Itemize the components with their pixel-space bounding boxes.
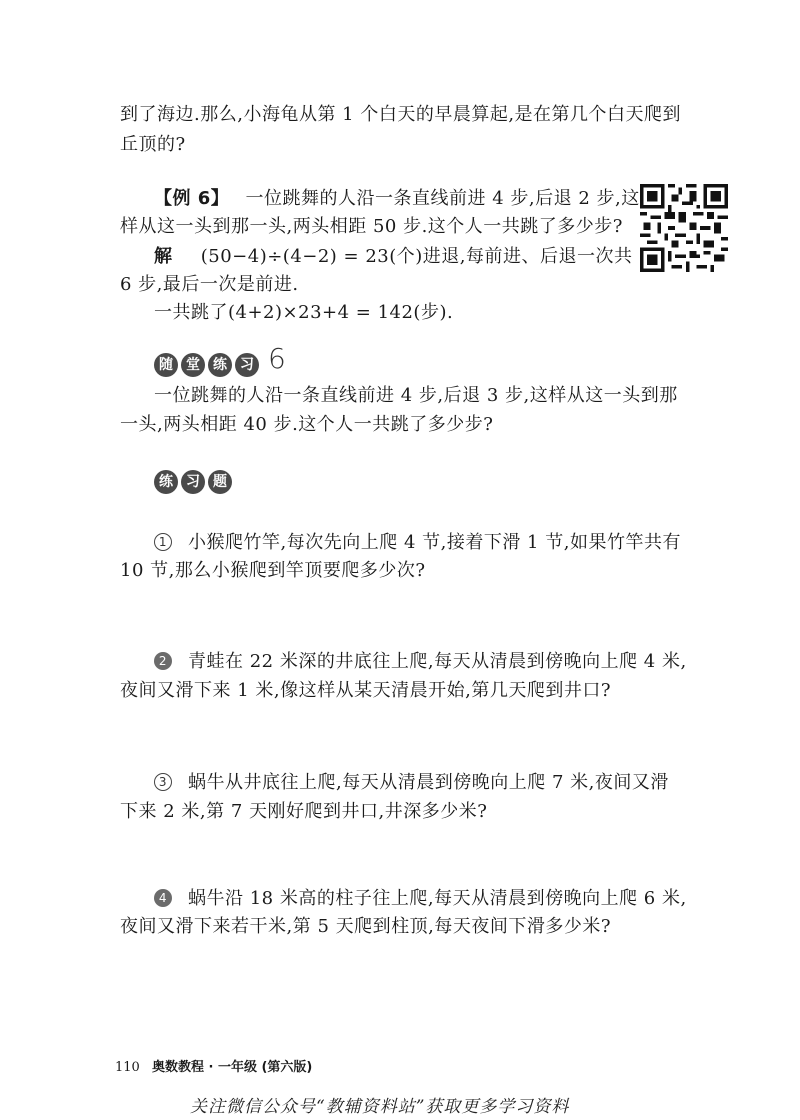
intro-line-1: 到了海边.那么,小海龟从第 1 个白天的早晨算起,是在第几个白天爬到 — [120, 104, 682, 125]
exercise-text: 小猴爬竹竿,每次先向上爬 4 节,接着下滑 1 节,如果竹竿共有 — [188, 532, 681, 553]
example-label: 【例 6】 — [154, 188, 230, 209]
exercise-text: 蜗牛沿 18 米高的柱子往上爬,每天从清晨到傍晚向上爬 6 米, — [188, 888, 687, 909]
solution-text-1: (50−4)÷(4−2) = 23(个)进退,每前进、后退一次共 — [200, 246, 633, 267]
exercises-badge: 题 — [208, 470, 232, 494]
practice-number: 6 — [268, 342, 286, 375]
exercise-number: 1 — [154, 533, 172, 551]
practice-badge: 堂 — [181, 353, 205, 377]
page-footer — [115, 1056, 312, 1075]
practice-line-2: 一头,两头相距 40 步.这个人一共跳了多少步? — [120, 414, 494, 435]
watermark-text: 关注微信公众号“教辅资料站”获取更多学习资料 — [190, 1097, 570, 1117]
practice-badge: 练 — [208, 353, 232, 377]
exercises-badge: 习 — [181, 470, 205, 494]
exercises-badge: 练 — [154, 470, 178, 494]
qr-code-icon — [640, 184, 728, 272]
exercise-4-line-1 — [154, 886, 687, 912]
exercise-1-line-1 — [154, 530, 681, 556]
practice-badge: 随 — [154, 353, 178, 377]
example-text-1: 一位跳舞的人沿一条直线前进 4 步,后退 2 步,这 — [245, 188, 640, 209]
example-line-2: 样从这一头到那一头,两头相距 50 步.这个人一共跳了多少步? — [120, 216, 623, 237]
exercise-2-line-2: 夜间又滑下来 1 米,像这样从某天清晨开始,第几天爬到井口? — [120, 680, 611, 701]
solution-line-1 — [154, 244, 633, 270]
solution-line-2: 6 步,最后一次是前进. — [120, 274, 299, 295]
page-number: 110 — [115, 1060, 140, 1075]
exercise-text: 蜗牛从井底往上爬,每天从清晨到傍晚向上爬 7 米,夜间又滑 — [188, 772, 669, 793]
exercise-2-line-1 — [154, 649, 687, 675]
exercise-3-line-1 — [154, 770, 669, 796]
exercise-number: 3 — [154, 773, 172, 791]
practice-badge: 习 — [235, 353, 259, 377]
book-title: 奥数教程 · 一年级 (第六版) — [151, 1060, 313, 1075]
exercises-badges — [154, 470, 232, 494]
example-line-1 — [154, 186, 640, 212]
exercise-3-line-2: 下来 2 米,第 7 天刚好爬到井口,井深多少米? — [120, 801, 488, 822]
intro-line-2: 丘顶的? — [120, 134, 186, 155]
exercise-1-line-2: 10 节,那么小猴爬到竿顶要爬多少次? — [120, 560, 426, 581]
solution-label: 解 — [154, 246, 173, 267]
exercise-number: 2 — [154, 652, 172, 670]
exercise-4-line-2: 夜间又滑下来若干米,第 5 天爬到柱顶,每天夜间下滑多少米? — [120, 916, 611, 937]
practice-line-1: 一位跳舞的人沿一条直线前进 4 步,后退 3 步,这样从这一头到那 — [154, 385, 678, 406]
solution-line-3: 一共跳了(4+2)×23+4 = 142(步). — [154, 302, 454, 323]
practice-badges — [154, 353, 259, 377]
exercise-text: 青蛙在 22 米深的井底往上爬,每天从清晨到傍晚向上爬 4 米, — [188, 651, 687, 672]
exercise-number: 4 — [154, 889, 172, 907]
